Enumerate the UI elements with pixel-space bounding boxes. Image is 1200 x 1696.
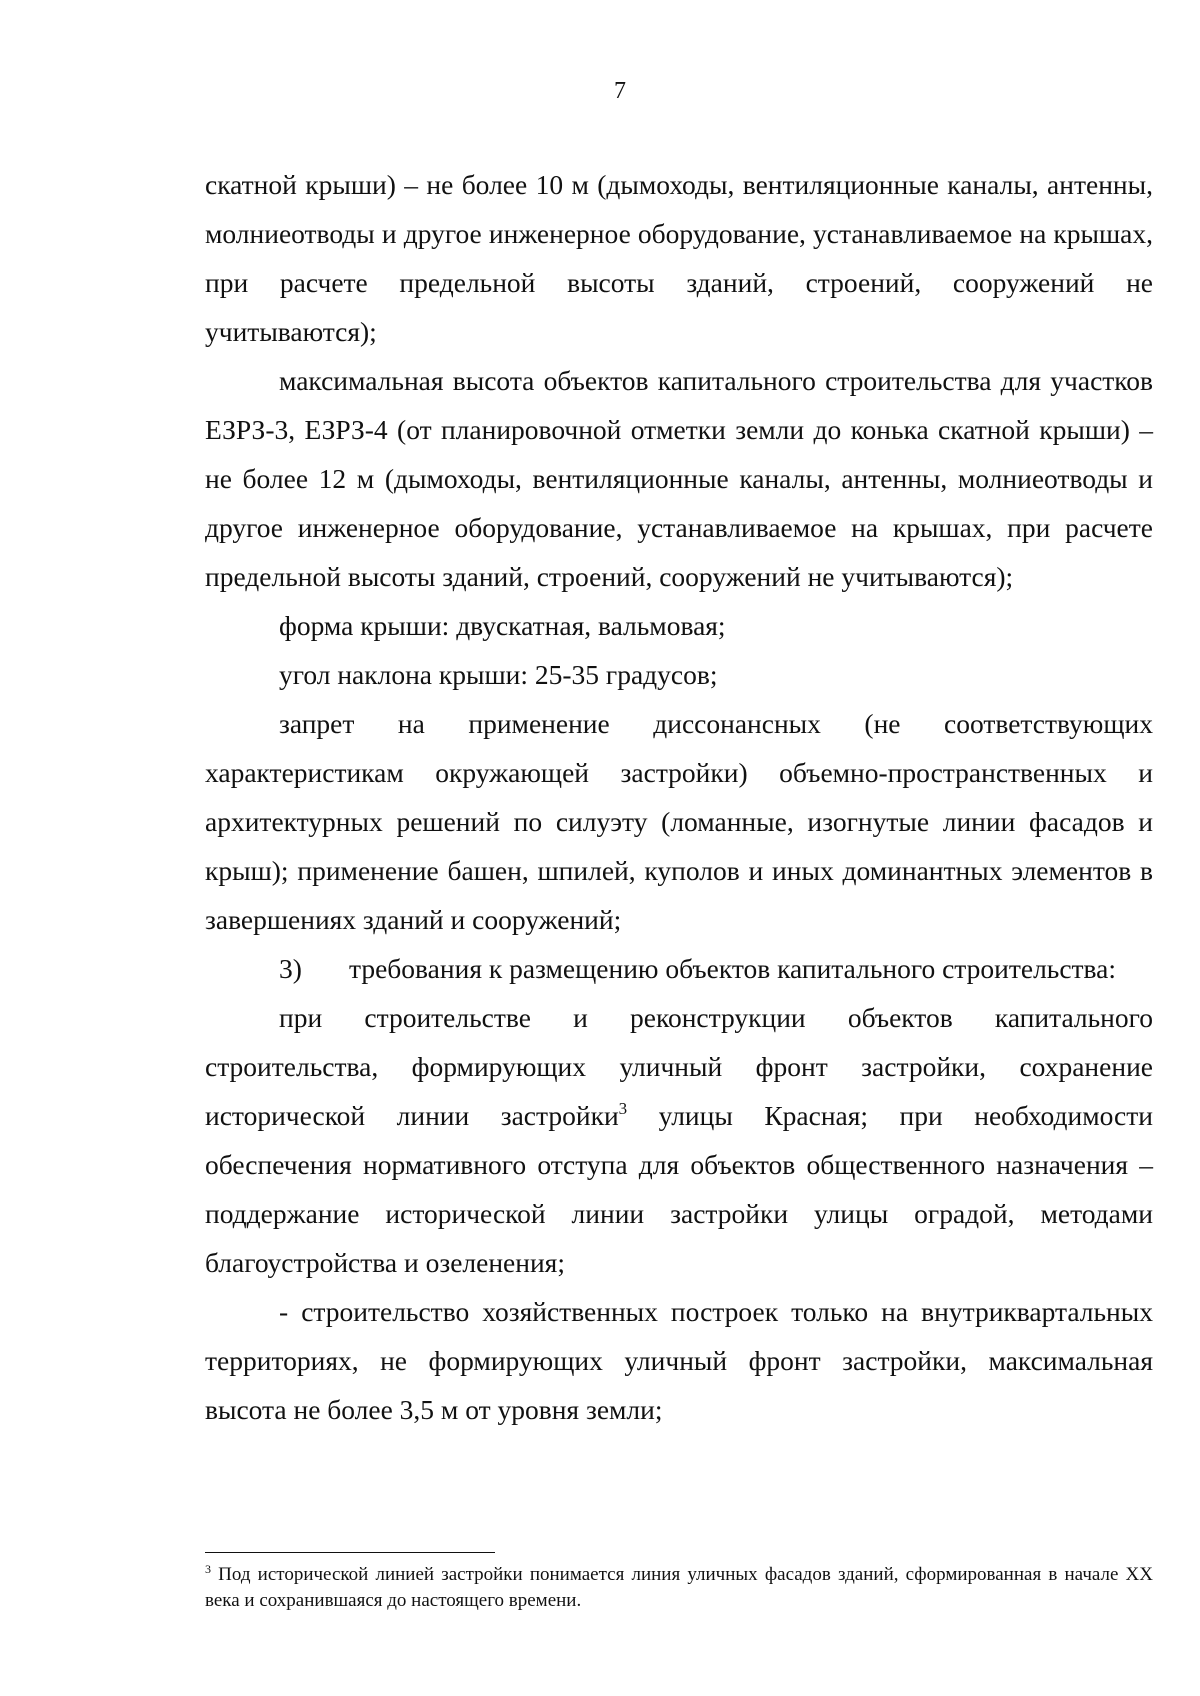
section-heading-3 <box>205 944 1153 993</box>
footnote-separator <box>205 1552 495 1553</box>
footnote-reference: 3 <box>618 1099 628 1118</box>
paragraph-roof-shape: форма крыши: двускатная, вальмовая; <box>279 610 726 641</box>
paragraph-text-before-reference: при строительстве и реконструкции объектов капитального строительства, формирующих уличный фронт застройки, сохранение исторической линии застройки <box>205 1002 1153 1131</box>
paragraph-roof-angle: угол наклона крыши: 25-35 градусов; <box>279 659 718 690</box>
paragraph-dissonant-solutions-ban: запрет на применение диссонансных (не соответствующих характеристикам окружающей застройки) объемно-пространственных и архитектурных решений по силуэту (ломанные, изогнутые линии фасадов и крыш); применение башен, шпилей, куполов и иных доминантных элементов в завершениях зданий и сооружений; <box>205 708 1153 935</box>
footnote <box>205 1562 1153 1614</box>
paragraph-historic-building-line <box>205 993 1153 1287</box>
section-title: требования к размещению объектов капитального строительства: <box>349 953 1117 984</box>
paragraph-roof-height-10m: скатной крыши) – не более 10 м (дымоходы, вентиляционные каналы, антенны, молниеотводы и другое инженерное оборудование, устанавливаемое на крышах, при расчете предельной высоты зданий, строений, сооружений не учитываются); <box>205 169 1153 347</box>
paragraph-max-height-ezrz: максимальная высота объектов капитального строительства для участков ЕЗРЗ-3, ЕЗРЗ-4 (от планировочной отметки земли до конька скатной крыши) – не более 12 м (дымоходы, вентиляционные каналы, антенны, молниеотводы и другое инженерное оборудование, устанавливаемое на крышах, при расчете предельной высоты зданий, строений, сооружений не учитываются); <box>205 365 1153 592</box>
footnote-mark: 3 <box>205 1562 211 1576</box>
document-body <box>205 160 1153 1434</box>
paragraph-outbuildings: - строительство хозяйственных построек только на внутриквартальных территориях, не формирующих уличный фронт застройки, максимальная высота не более 3,5 м от уровня земли; <box>205 1296 1153 1425</box>
page-number: 7 <box>614 78 626 104</box>
paragraph-text-after-reference: улицы Красная; при необходимости обеспечения нормативного отступа для объектов общественного назначения – поддержание исторической линии застройки улицы оградой, методами благоустройства и озеленения; <box>205 1100 1153 1278</box>
footnote-text: Под исторической линией застройки понимается линия уличных фасадов зданий, сформированная в начале XX века и сохранившаяся до настоящего времени. <box>205 1564 1153 1611</box>
section-number: 3) <box>279 953 302 984</box>
